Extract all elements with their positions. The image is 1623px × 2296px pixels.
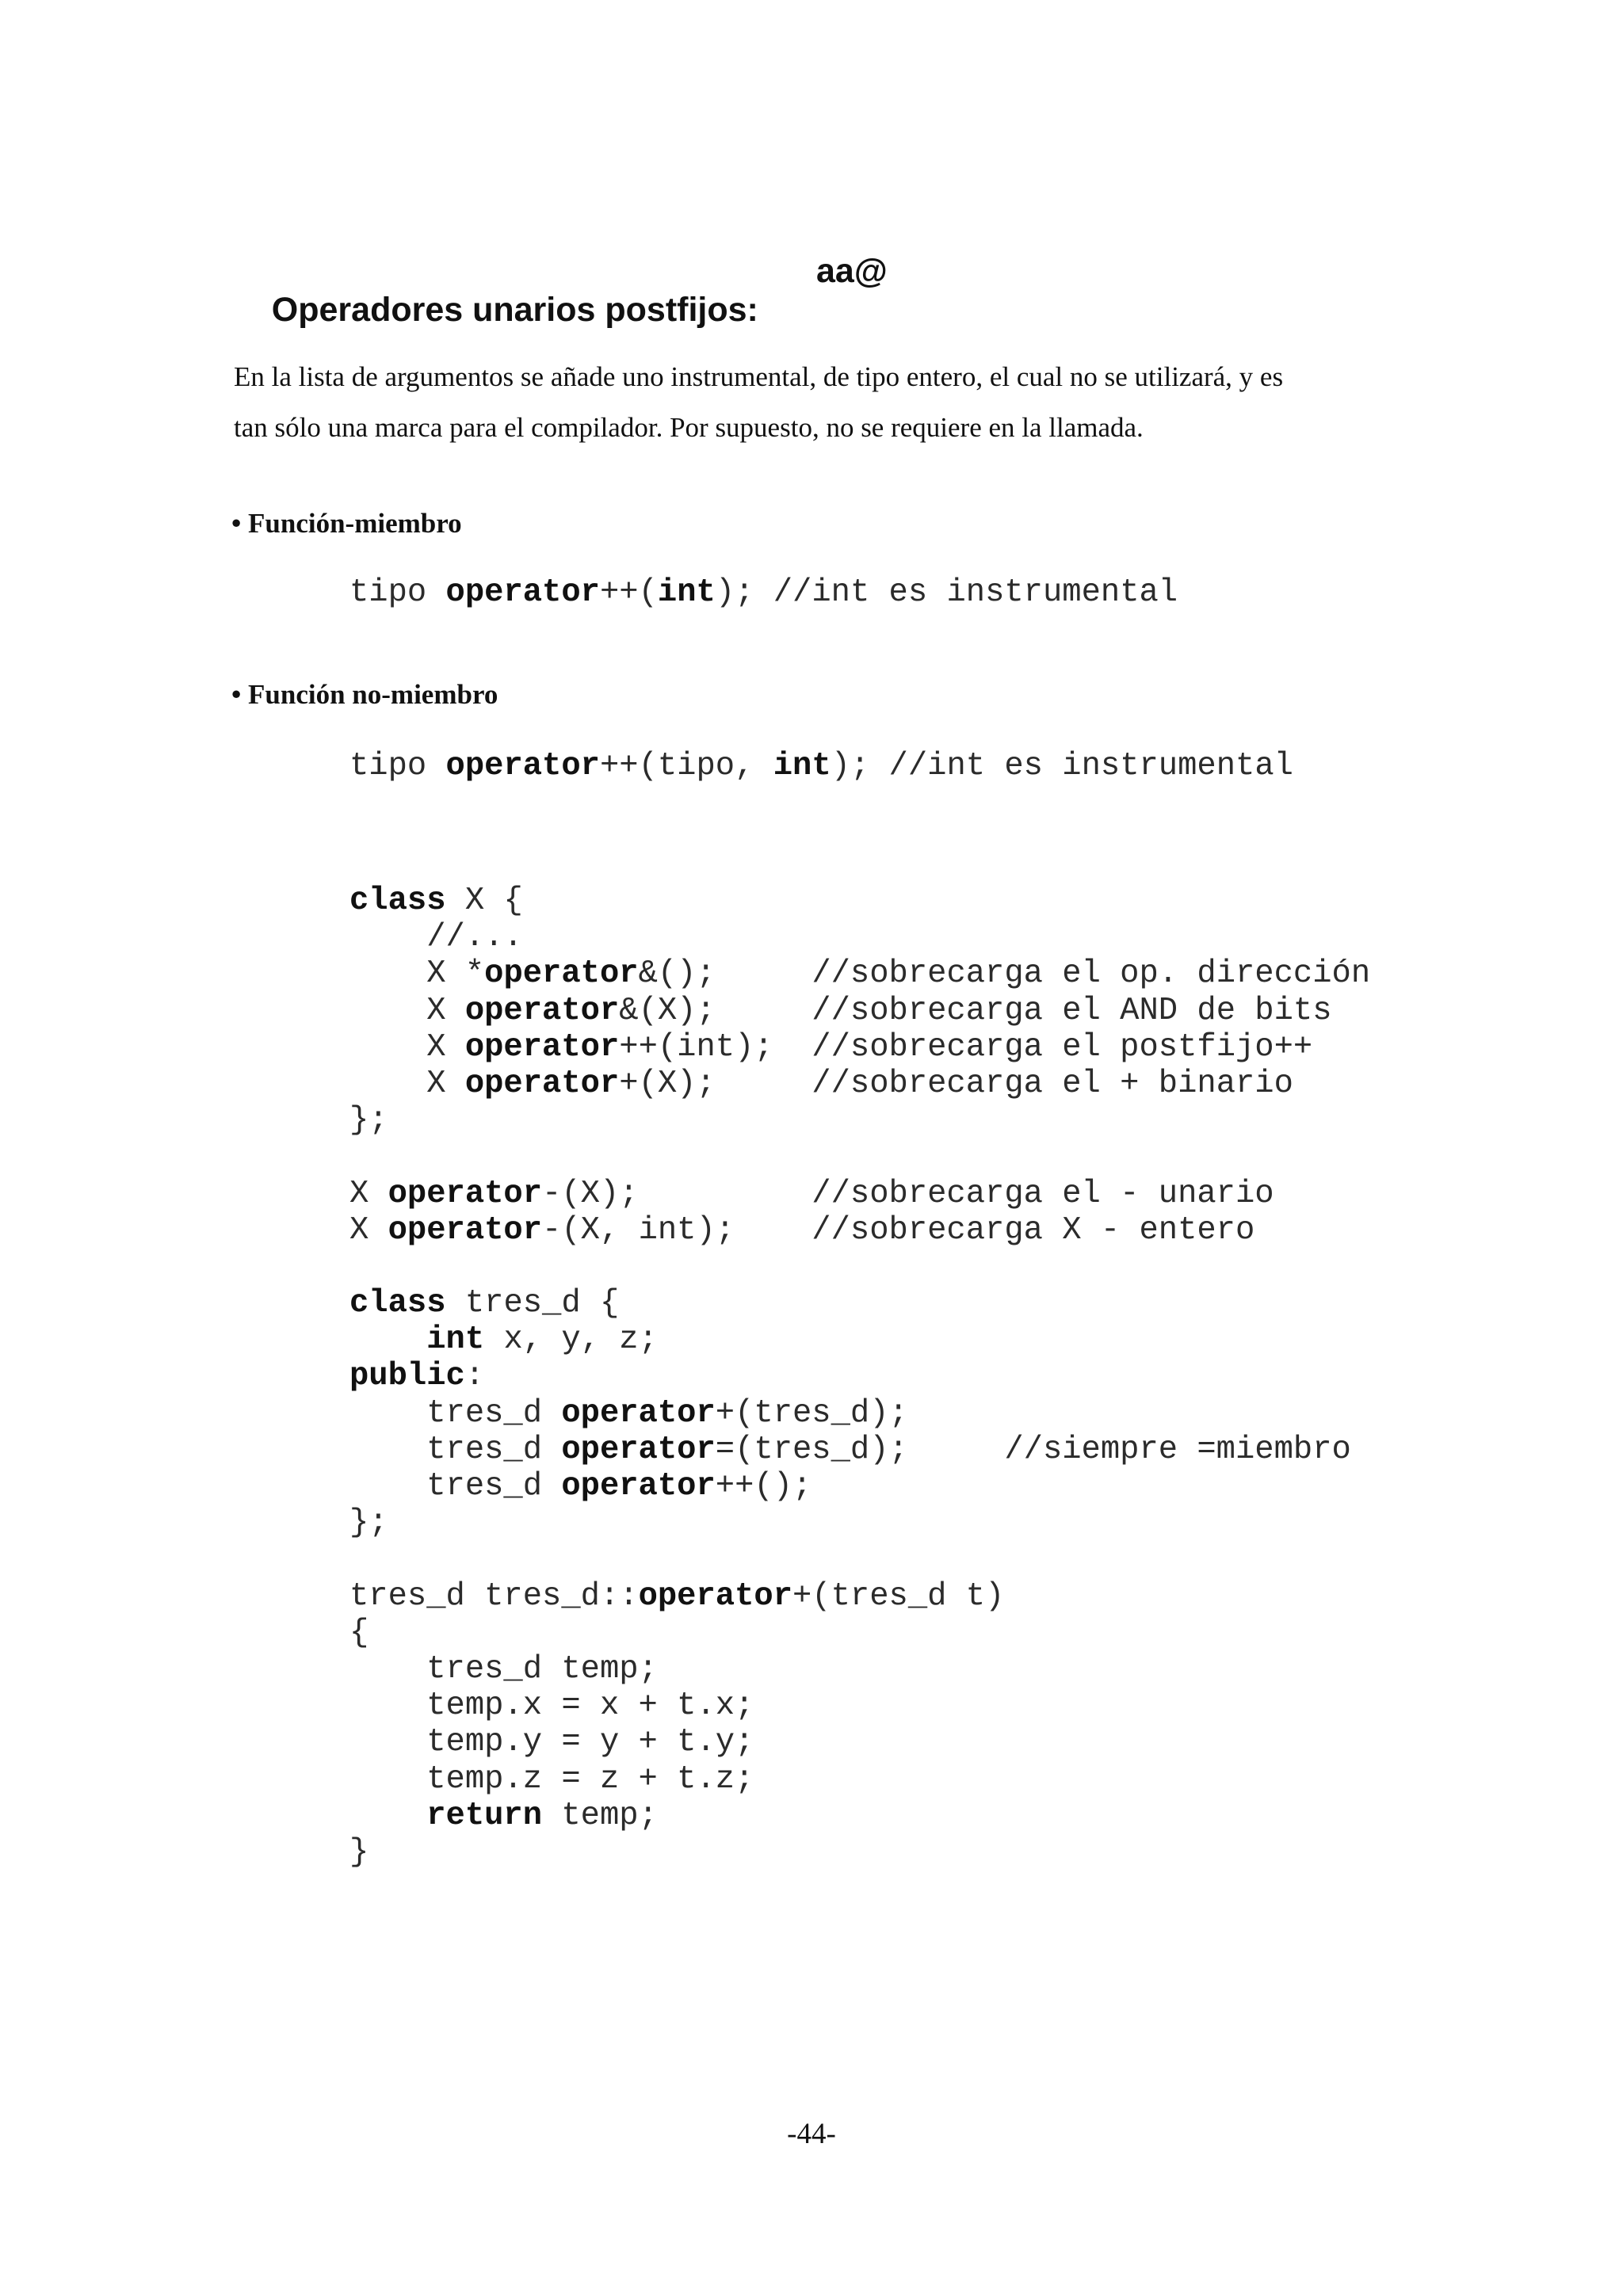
code-line — [349, 1395, 1370, 1432]
code-text: }; — [349, 1505, 388, 1542]
code-keyword: int — [657, 574, 716, 611]
code-keyword: public — [349, 1358, 465, 1395]
code-text: -(X); //sobrecarga el - unario — [542, 1175, 1274, 1212]
code-text: tres_d — [349, 1394, 562, 1432]
code-member-signature — [349, 574, 1178, 611]
intro-line: tan sólo una marca para el compilador. Por supuesto, no se requiere en la llamada. — [234, 412, 1144, 443]
code-text: : — [464, 1358, 485, 1395]
code-line — [349, 1285, 1370, 1322]
code-text — [349, 1322, 426, 1358]
code-text: tres_d temp; — [349, 1650, 658, 1688]
code-line — [349, 1432, 1370, 1468]
code-line — [349, 1688, 1370, 1724]
code-line — [349, 1834, 1370, 1871]
code-line — [349, 748, 1293, 784]
code-text: &(X); //sobrecarga el AND de bits — [619, 992, 1332, 1029]
section-title: Operadores unarios postfijos: — [271, 291, 758, 329]
code-line — [349, 883, 1370, 919]
code-text: //... — [349, 919, 523, 956]
code-text: =(tres_d); //siempre =miembro — [715, 1431, 1351, 1468]
code-line — [349, 1066, 1370, 1102]
code-text: X { — [445, 883, 523, 919]
code-keyword: operator — [484, 955, 639, 993]
code-text: temp.z = z + t.z; — [349, 1760, 754, 1798]
code-text: tipo — [349, 748, 446, 784]
code-line — [349, 1761, 1370, 1798]
code-line — [349, 1138, 1370, 1175]
code-keyword: operator — [464, 1028, 620, 1066]
code-examples — [349, 883, 1370, 1871]
code-text: +(tres_d t) — [792, 1577, 1005, 1615]
code-line — [349, 1322, 1370, 1358]
code-line — [349, 1505, 1370, 1541]
code-text: +(tres_d); — [715, 1394, 908, 1432]
code-keyword: operator — [464, 1065, 620, 1102]
code-text: X — [349, 992, 465, 1029]
code-text: &(); //sobrecarga el op. dirección — [638, 955, 1371, 993]
code-line — [349, 955, 1370, 992]
code-keyword: int — [773, 748, 831, 784]
code-line — [349, 1798, 1370, 1834]
code-text: tres_d — [349, 1431, 562, 1468]
code-line — [349, 1176, 1370, 1212]
code-line — [349, 1249, 1370, 1285]
code-keyword: return — [426, 1797, 543, 1834]
code-nonmember-signature — [349, 748, 1293, 784]
code-keyword: operator — [638, 1577, 792, 1615]
code-line — [349, 1212, 1370, 1249]
code-text: ++(tipo, — [599, 748, 773, 784]
code-text: x, y, z; — [484, 1322, 658, 1359]
code-keyword: operator — [445, 574, 600, 611]
code-line — [349, 919, 1370, 955]
code-text: }; — [349, 1102, 388, 1139]
code-text: tres_d tres_d:: — [349, 1577, 639, 1615]
code-keyword: operator — [388, 1211, 543, 1249]
code-text: temp.x = x + t.x; — [349, 1688, 754, 1725]
code-text: ); //int es instrumental — [715, 574, 1178, 611]
code-text — [349, 1798, 426, 1834]
page-number: -44- — [787, 2118, 836, 2150]
code-keyword: operator — [561, 1394, 716, 1432]
code-text: ++( — [599, 574, 658, 611]
code-line — [349, 1651, 1370, 1688]
code-keyword: class — [349, 1285, 446, 1322]
code-keyword: int — [426, 1322, 485, 1359]
code-text: +(X); //sobrecarga el + binario — [619, 1065, 1293, 1102]
code-line — [349, 1358, 1370, 1394]
intro-paragraph — [234, 352, 1423, 453]
intro-line: En la lista de argumentos se añade uno instrumental, de tipo entero, el cual no se utilizará, y es — [234, 361, 1284, 392]
code-keyword: operator — [561, 1468, 716, 1505]
code-text: X * — [349, 955, 485, 993]
code-text: ); //int es instrumental — [831, 748, 1293, 784]
code-text: ++(); — [715, 1468, 812, 1505]
code-line — [349, 1578, 1370, 1615]
code-keyword: operator — [561, 1431, 716, 1468]
code-keyword: operator — [464, 992, 620, 1029]
code-text: { — [349, 1614, 369, 1651]
code-line — [349, 1541, 1370, 1577]
code-line — [349, 993, 1370, 1029]
code-keyword: operator — [388, 1175, 543, 1212]
code-text: X — [349, 1065, 465, 1102]
bullet-nonmember-function: • Función no-miembro — [231, 679, 498, 710]
code-line — [349, 1102, 1370, 1138]
code-text: X — [349, 1211, 388, 1249]
code-line — [349, 574, 1178, 611]
code-text: temp.y = y + t.y; — [349, 1724, 754, 1761]
code-text: X — [349, 1028, 465, 1066]
code-line — [349, 1615, 1370, 1651]
code-text: tipo — [349, 574, 446, 611]
code-line — [349, 1468, 1370, 1505]
code-text: tres_d { — [445, 1285, 620, 1322]
code-line — [349, 1724, 1370, 1760]
code-text: X — [349, 1175, 388, 1212]
code-text: -(X, int); //sobrecarga X - entero — [542, 1211, 1255, 1249]
code-text: tres_d — [349, 1468, 562, 1505]
code-line — [349, 1029, 1370, 1066]
code-keyword: operator — [445, 748, 600, 784]
operator-symbol: aa@ — [816, 252, 888, 290]
code-text: temp; — [542, 1797, 658, 1834]
code-keyword: class — [349, 883, 446, 919]
code-text: } — [349, 1833, 369, 1871]
code-text: ++(int); //sobrecarga el postfijo++ — [619, 1028, 1313, 1066]
bullet-member-function: • Función-miembro — [231, 508, 462, 539]
